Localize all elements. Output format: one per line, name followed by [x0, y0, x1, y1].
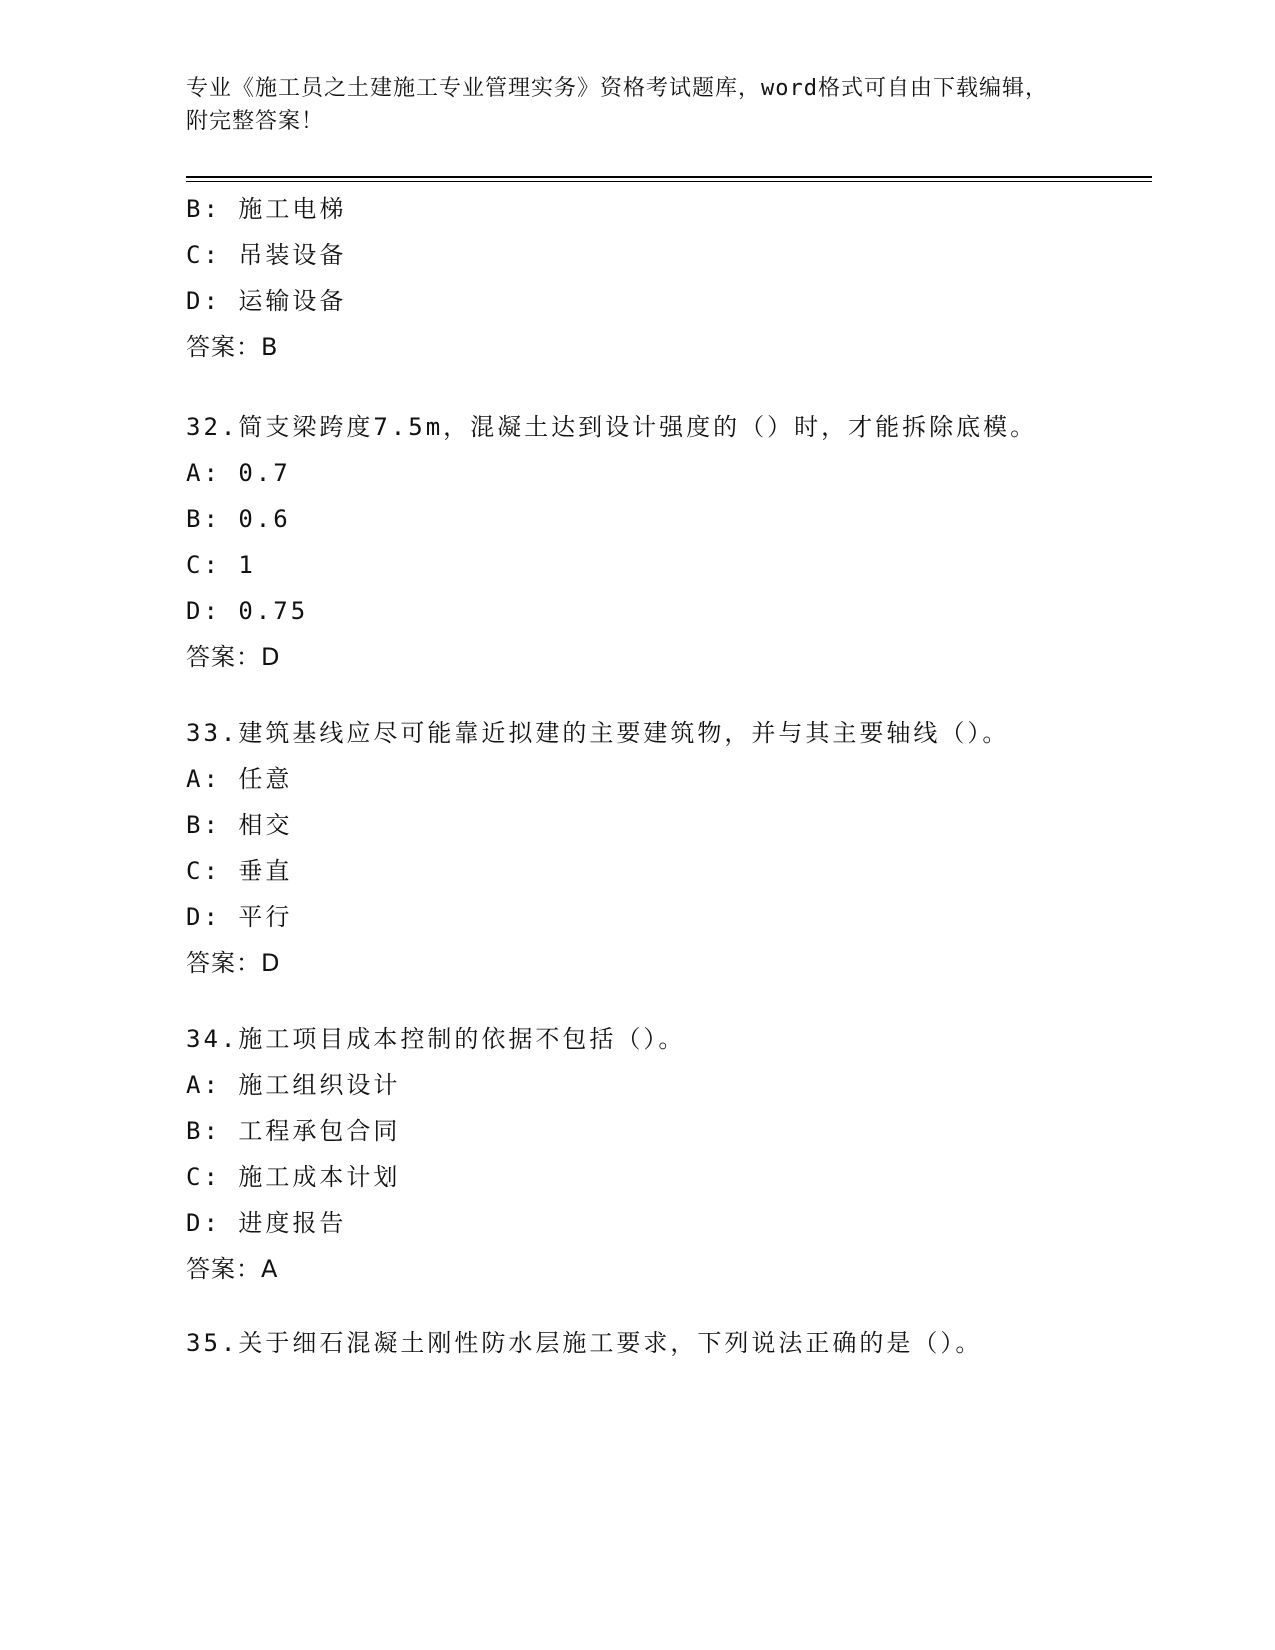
option-c: C: 1	[186, 551, 256, 579]
document-header: 专业《施工员之土建施工专业管理实务》资格考试题库，word格式可自由下载编辑，附完整答案！	[186, 76, 1048, 134]
answer-line: 答案：D	[186, 643, 281, 671]
answer-line: 答案：A	[186, 1255, 279, 1283]
option-c: C: 施工成本计划	[186, 1163, 401, 1191]
question-text: 33.建筑基线应尽可能靠近拟建的主要建筑物，并与其主要轴线（）。	[186, 719, 1010, 747]
question-text: 35.关于细石混凝土刚性防水层施工要求，下列说法正确的是（）。	[186, 1329, 983, 1357]
answer-line: 答案：B	[186, 333, 279, 361]
option-d: D: 进度报告	[186, 1209, 347, 1237]
question-text: 34.施工项目成本控制的依据不包括（）。	[186, 1025, 686, 1053]
option-c: C: 吊装设备	[186, 241, 347, 269]
option-b: B: 工程承包合同	[186, 1117, 401, 1145]
header-rule-bottom	[186, 181, 1152, 182]
option-b: B: 0.6	[186, 505, 291, 533]
option-b: B: 相交	[186, 811, 293, 839]
header-rule-top	[186, 176, 1152, 178]
option-d: D: 平行	[186, 903, 293, 931]
question-text: 32.简支梁跨度7.5m，混凝土达到设计强度的（）时，才能拆除底模。	[186, 413, 1038, 441]
option-b: B: 施工电梯	[186, 195, 347, 223]
question-35	[186, 1320, 1166, 1366]
question-32	[186, 404, 1166, 680]
question-31-continued	[186, 186, 1166, 370]
option-c: C: 垂直	[186, 857, 293, 885]
question-33	[186, 710, 1166, 986]
option-d: D: 0.75	[186, 597, 309, 625]
option-a: A: 任意	[186, 765, 293, 793]
answer-line: 答案：D	[186, 949, 281, 977]
option-a: A: 0.7	[186, 459, 291, 487]
question-34	[186, 1016, 1166, 1292]
option-a: A: 施工组织设计	[186, 1071, 401, 1099]
option-d: D: 运输设备	[186, 287, 347, 315]
